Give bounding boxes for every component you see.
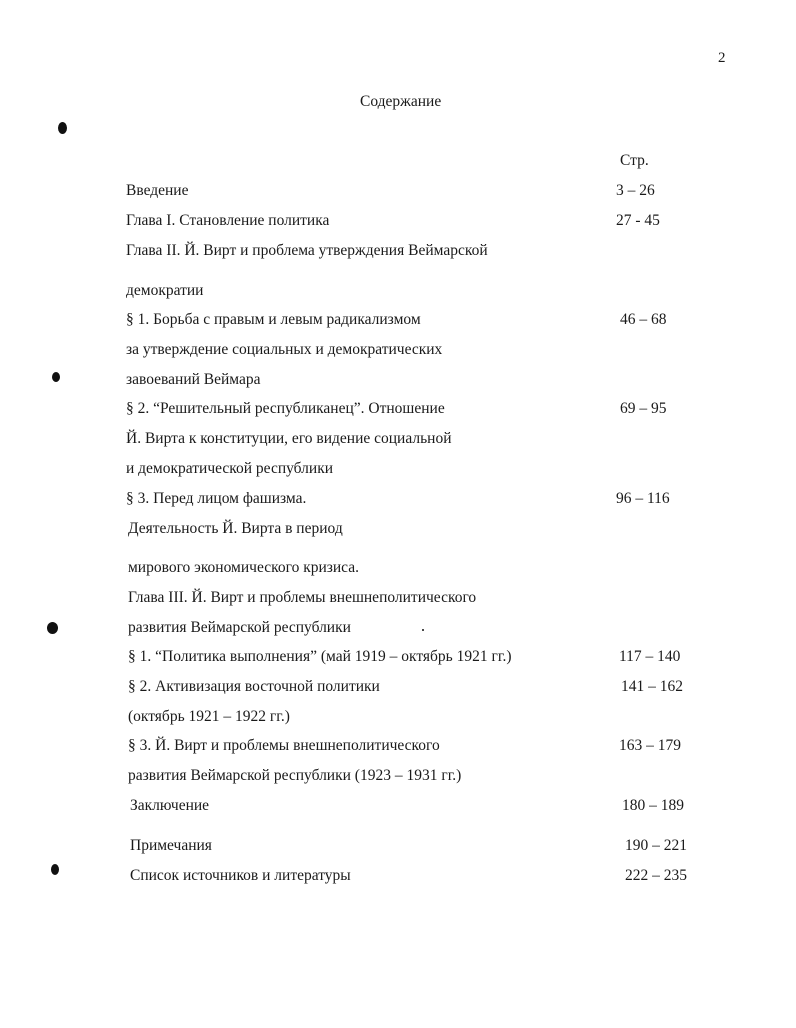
toc-row-pages: 163 – 179 — [619, 737, 681, 754]
ink-blot-mark — [52, 372, 60, 382]
toc-row-pages: 46 – 68 — [620, 311, 667, 328]
toc-row-pages: 180 – 189 — [622, 797, 684, 814]
pages-header: Стр. — [620, 152, 649, 169]
toc-row-text: Список источников и литературы — [130, 867, 351, 884]
page-title: Содержание — [360, 93, 442, 110]
ink-blot-mark — [47, 622, 58, 634]
toc-row-text: завоеваний Веймара — [126, 371, 261, 388]
toc-row-text: § 2. “Решительный республиканец”. Отношение — [126, 400, 445, 417]
toc-row-text: § 1. Борьба с правым и левым радикализмом — [126, 311, 421, 328]
toc-row-text: Введение — [126, 182, 189, 199]
ink-blot-mark — [51, 864, 59, 875]
toc-row-text: § 2. Активизация восточной политики — [128, 678, 380, 695]
toc-row-text: Глава III. Й. Вирт и проблемы внешнеполитического — [128, 589, 477, 606]
toc-row-text: Примечания — [130, 837, 212, 854]
toc-row-text: развития Веймарской республики (1923 – 1931 гг.) — [128, 767, 462, 784]
toc-row-text: Й. Вирта к конституции, его видение социальной — [126, 430, 452, 447]
toc-row-text: и демократической республики — [126, 460, 334, 477]
ink-speck-mark — [422, 629, 424, 631]
toc-row-pages: 222 – 235 — [625, 867, 687, 884]
toc-row-text: за утверждение социальных и демократических — [126, 341, 443, 358]
toc-row-text: Глава I. Становление политика — [126, 212, 330, 229]
page-number: 2 — [718, 50, 726, 66]
toc-row-text: Заключение — [130, 797, 210, 814]
toc-row-pages: 96 – 116 — [616, 490, 670, 507]
toc-row-text: Глава II. Й. Вирт и проблема утверждения Веймарской — [126, 242, 488, 259]
toc-row-text: § 3. Й. Вирт и проблемы внешнеполитического — [128, 737, 440, 754]
toc-row-pages: 190 – 221 — [625, 837, 687, 854]
toc-row-text: Деятельность Й. Вирта в период — [128, 520, 343, 537]
toc-row-pages: 141 – 162 — [621, 678, 683, 695]
toc-row-text: § 1. “Политика выполнения” (май 1919 – октябрь 1921 гг.) — [128, 648, 512, 665]
ink-blot-mark — [58, 122, 67, 134]
toc-row-pages: 3 – 26 — [616, 182, 655, 199]
toc-row-text: (октябрь 1921 – 1922 гг.) — [128, 708, 290, 725]
toc-row-text: развития Веймарской республики — [128, 619, 351, 636]
toc-row-text: мирового экономического кризиса. — [128, 559, 360, 576]
toc-row-text: демократии — [126, 282, 204, 299]
toc-row-pages: 117 – 140 — [619, 648, 681, 665]
toc-row-pages: 27 - 45 — [616, 212, 660, 229]
toc-row-text: § 3. Перед лицом фашизма. — [126, 490, 307, 507]
toc-row-pages: 69 – 95 — [620, 400, 667, 417]
